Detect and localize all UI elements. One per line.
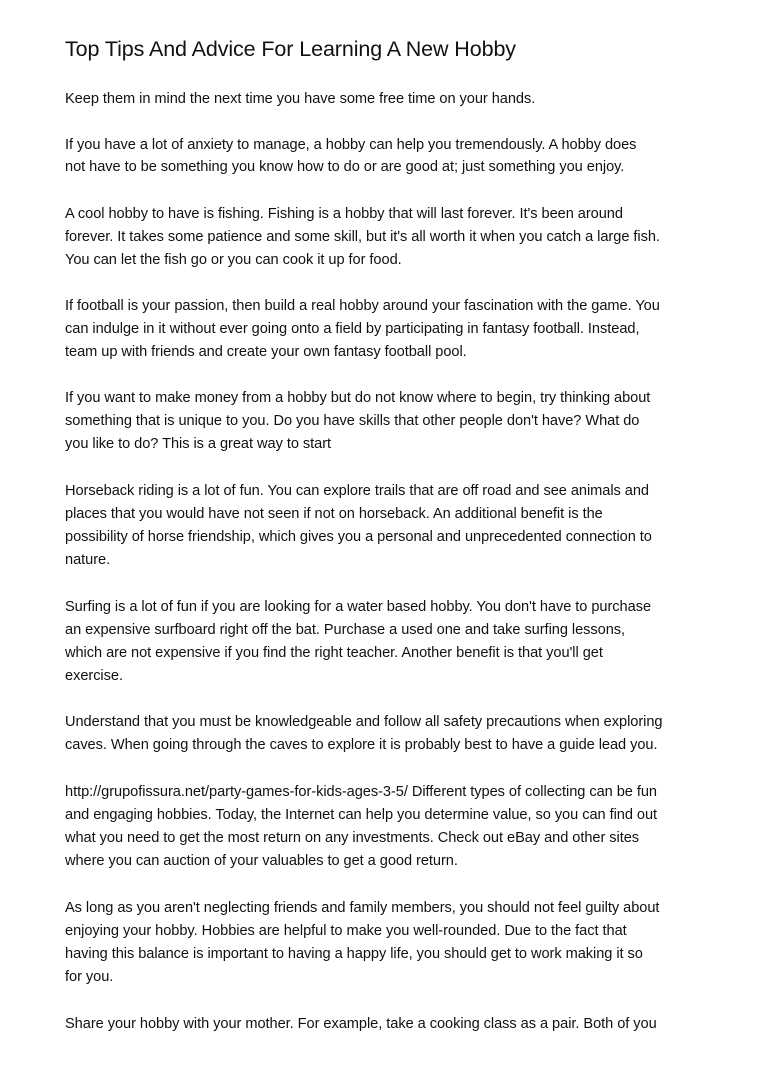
paragraph-line: http://grupofissura.net/party-games-for-kids-ages-3-5/ Different types of collecting can be fun: [65, 784, 657, 800]
paragraph-line: enjoying your hobby. Hobbies are helpful to make you well-rounded. Due to the fact that: [65, 923, 627, 939]
paragraph-line: Surfing is a lot of fun if you are looking for a water based hobby. You don't have to purchase: [65, 599, 652, 615]
paragraph-line: exercise.: [65, 668, 123, 684]
paragraph-line: and engaging hobbies. Today, the Internet can help you determine value, so you can find out: [65, 807, 658, 823]
paragraph-line: something that is unique to you. Do you have skills that other people don't have? What do: [65, 413, 640, 429]
document-title: Top Tips And Advice For Learning A New Hobby: [65, 37, 516, 61]
paragraph-line: If you want to make money from a hobby but do not know where to begin, try thinking about: [65, 390, 651, 406]
paragraph-line: can indulge in it without ever going onto a field by participating in fantasy football. Instead,: [65, 321, 640, 337]
paragraph-line: an expensive surfboard right off the bat. Purchase a used one and take surfing lessons,: [65, 622, 626, 638]
paragraph-line: You can let the fish go or you can cook it up for food.: [65, 252, 402, 268]
paragraph-line: Share your hobby with your mother. For example, take a cooking class as a pair. Both of you: [65, 1016, 657, 1032]
paragraph-line: nature.: [65, 552, 111, 568]
paragraph-line: A cool hobby to have is fishing. Fishing is a hobby that will last forever. It's been around: [65, 206, 623, 222]
paragraph-line: which are not expensive if you find the right teacher. Another benefit is that you'll get: [65, 645, 603, 661]
paragraph-line: not have to be something you know how to do or are good at; just something you enjoy.: [65, 159, 625, 175]
paragraph-line: where you can auction of your valuables to get a good return.: [65, 853, 458, 869]
paragraph-line: Horseback riding is a lot of fun. You can explore trails that are off road and see animals and: [65, 483, 650, 499]
paragraph-line: for you.: [65, 969, 114, 985]
paragraph-line: If you have a lot of anxiety to manage, a hobby can help you tremendously. A hobby does: [65, 137, 637, 153]
paragraph-line: places that you would have not seen if not on horseback. An additional benefit is the: [65, 506, 603, 522]
paragraph-line: possibility of horse friendship, which gives you a personal and unprecedented connection to: [65, 529, 652, 545]
paragraph-line: forever. It takes some patience and some skill, but it's all worth it when you catch a large fish.: [65, 229, 660, 245]
paragraph-line: Keep them in mind the next time you have some free time on your hands.: [65, 91, 536, 107]
paragraph-line: Understand that you must be knowledgeable and follow all safety precautions when exploring: [65, 714, 663, 730]
paragraph-line: what you need to get the most return on any investments. Check out eBay and other sites: [65, 830, 640, 846]
paragraph-line: you like to do? This is a great way to start: [65, 436, 332, 452]
paragraph-line: caves. When going through the caves to explore it is probably best to have a guide lead you.: [65, 737, 658, 753]
paragraph-line: As long as you aren't neglecting friends and family members, you should not feel guilty about: [65, 900, 660, 916]
paragraph-line: team up with friends and create your own fantasy football pool.: [65, 344, 467, 360]
paragraph-line: having this balance is important to having a happy life, you should get to work making it so: [65, 946, 643, 962]
paragraph-line: If football is your passion, then build a real hobby around your fascination with the game. You: [65, 298, 660, 314]
